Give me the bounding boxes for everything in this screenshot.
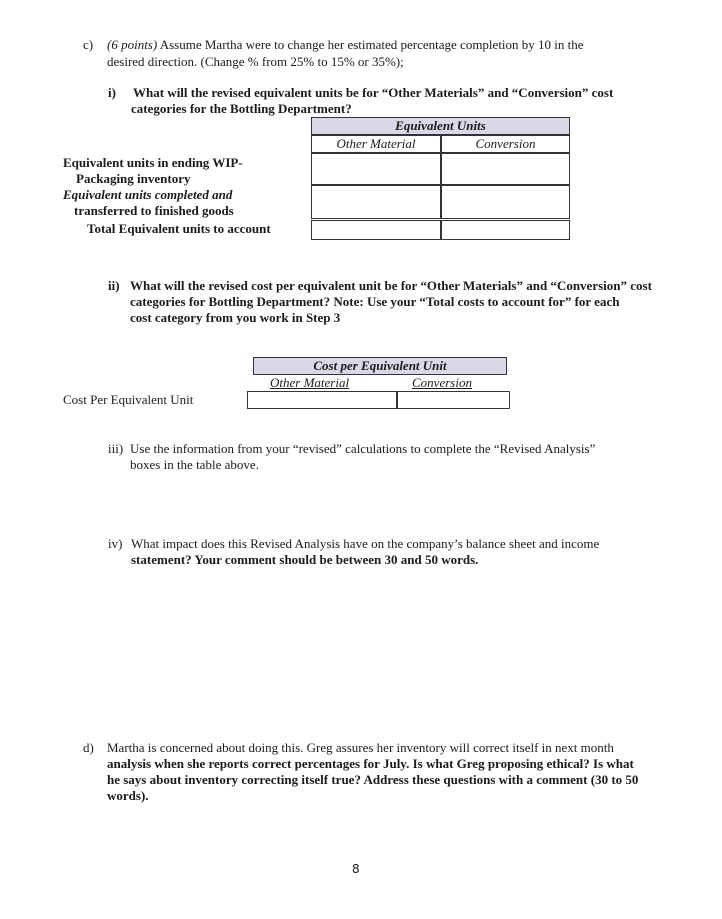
q-ii-line1: What will the revised cost per equivalent unit be for “Other Materials” and “Conversion” cost (130, 278, 652, 293)
part-c-points: (6 points) (107, 37, 158, 52)
equiv-row1-other-material-input[interactable] (311, 153, 441, 185)
cost-row-label: Cost Per Equivalent Unit (63, 392, 194, 407)
page-number: 8 (352, 862, 360, 876)
equiv-row1-label-line2: Packaging inventory (76, 171, 191, 186)
q-iii-line1: Use the information from your “revised” calculations to complete the “Revised Analysis” (130, 441, 596, 456)
equiv-row2-label-line2: transferred to finished goods (74, 203, 234, 218)
equiv-col-other-material: Other Material (311, 135, 441, 153)
q-ii-line2: categories for Bottling Department? Note: Use your “Total costs to account for” for each (130, 294, 620, 309)
equiv-row2-label (63, 187, 234, 219)
part-d-marker: d) (83, 740, 94, 755)
equiv-row3-other-material-input[interactable] (311, 220, 441, 240)
part-c-text (107, 37, 667, 53)
equiv-row1-label (63, 155, 243, 187)
part-d-line2: analysis when she reports correct percentages for July. Is what Greg proposing ethical? Is what (107, 756, 634, 771)
equiv-row3-label: Total Equivalent units to account (87, 221, 271, 236)
cost-col-other-material: Other Material (270, 375, 350, 390)
q-i-line1: What will the revised equivalent units be for “Other Materials” and “Conversion” cost (133, 85, 614, 100)
equiv-row1-conversion-input[interactable] (441, 153, 570, 185)
part-d-line3: he says about inventory correcting itself true? Address these questions with a comment (30 to 50 (107, 772, 639, 787)
equiv-col-conversion: Conversion (441, 135, 570, 153)
cost-col-conversion: Conversion (412, 375, 472, 390)
part-d-line1: Martha is concerned about doing this. Greg assures her inventory will correct itself in next month (107, 740, 614, 755)
equiv-row2-label-line1: Equivalent units completed and (63, 187, 233, 202)
q-ii-marker: ii) (108, 278, 120, 293)
q-iii-marker: iii) (108, 441, 124, 456)
cost-conversion-input[interactable] (397, 391, 510, 409)
equiv-row1-label-line1: Equivalent units in ending WIP- (63, 155, 243, 170)
q-i-line2: categories for the Bottling Department? (131, 101, 352, 116)
q-iv-line1: What impact does this Revised Analysis have on the company’s balance sheet and income (131, 536, 600, 551)
equiv-row3-conversion-input[interactable] (441, 220, 570, 240)
part-c-line1: Assume Martha were to change her estimated percentage completion by 10 in the (157, 37, 584, 52)
equiv-row2-conversion-input[interactable] (441, 185, 570, 219)
part-c-marker: c) (83, 37, 94, 52)
q-iii-line2: boxes in the table above. (130, 457, 259, 472)
equiv-row2-other-material-input[interactable] (311, 185, 441, 219)
part-c-line2: desired direction. (Change % from 25% to 15% or 35%); (107, 54, 404, 69)
q-i-marker: i) (108, 85, 116, 100)
q-iv-marker: iv) (108, 536, 123, 551)
equiv-table-title: Equivalent Units (311, 117, 570, 135)
part-d-line4: words). (107, 788, 149, 803)
q-ii-line3: cost category from you work in Step 3 (130, 310, 341, 325)
cost-other-material-input[interactable] (247, 391, 397, 409)
q-iv-line2: statement? Your comment should be between 30 and 50 words. (131, 552, 479, 567)
cost-table-title: Cost per Equivalent Unit (253, 357, 507, 375)
